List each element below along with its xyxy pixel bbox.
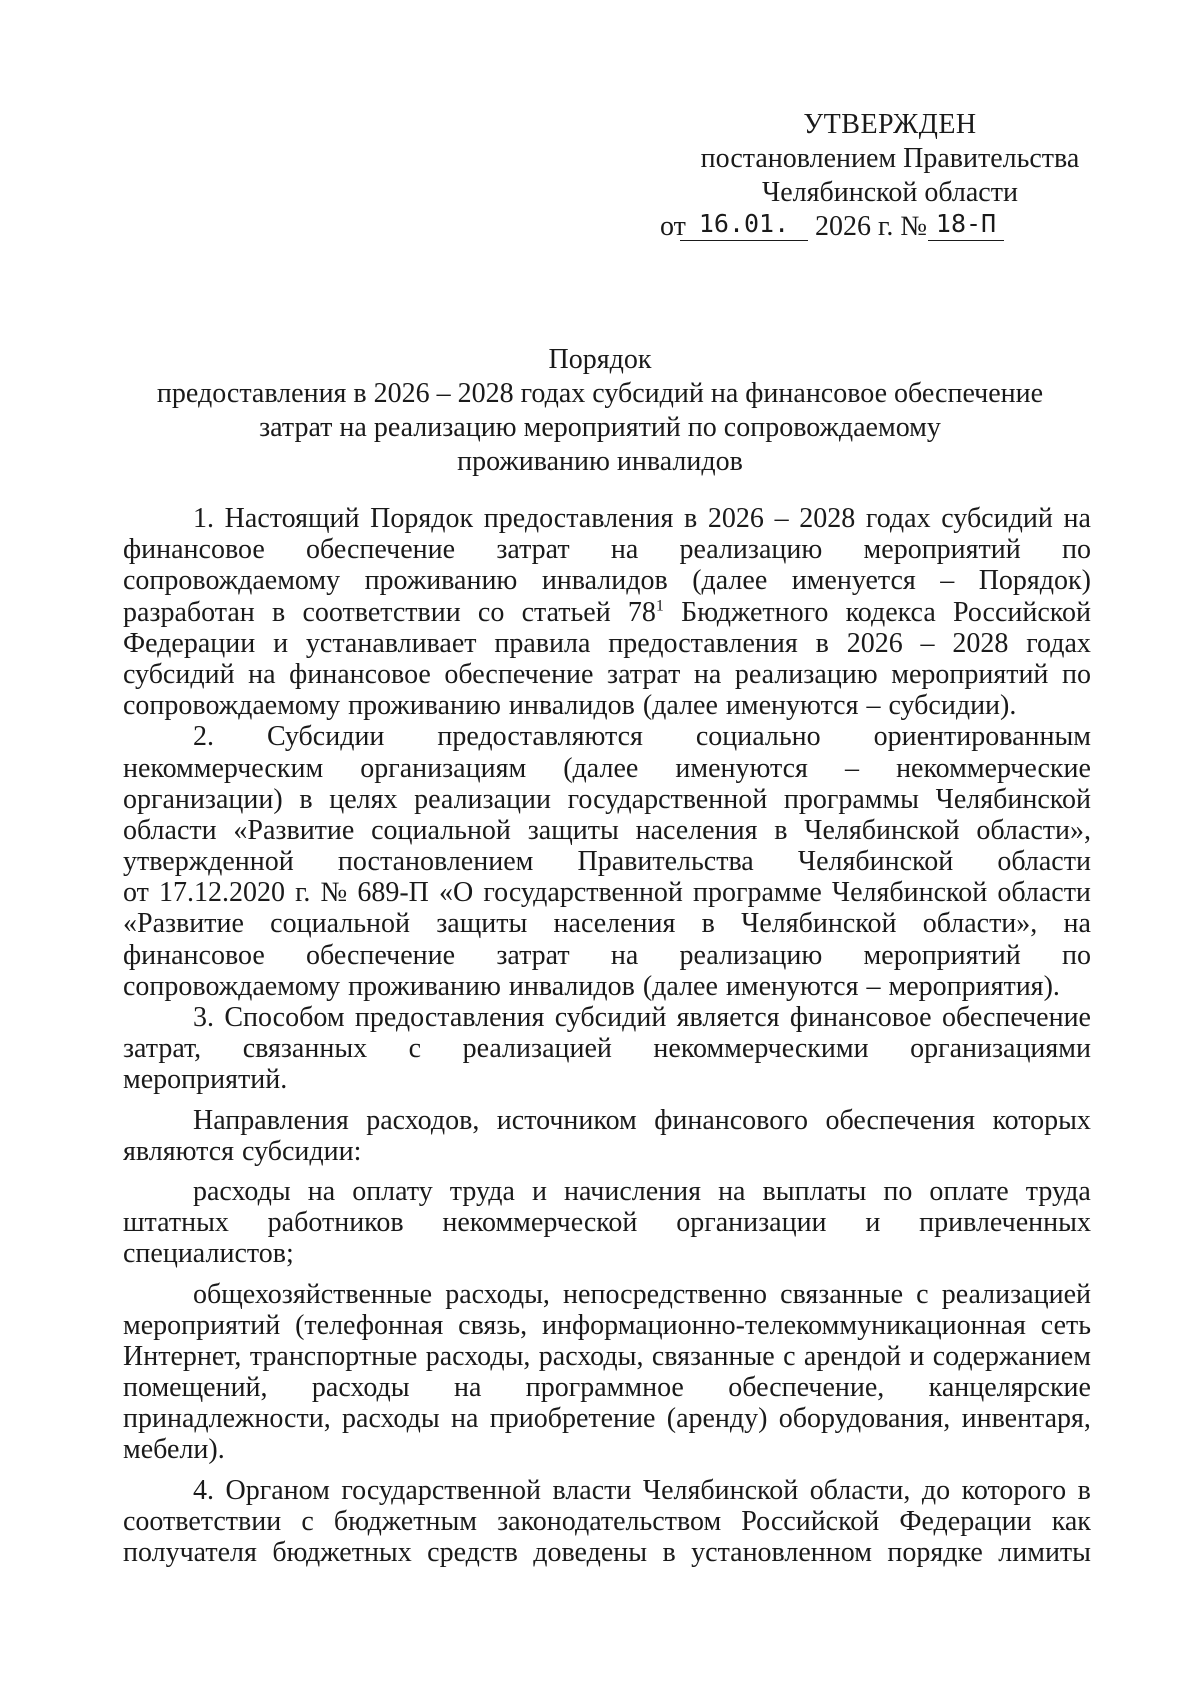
word: 2.: [193, 721, 214, 753]
word: (далее: [563, 752, 639, 784]
word: предоставления: [354, 1002, 545, 1033]
word: по: [883, 1175, 913, 1207]
word: годах: [865, 503, 931, 534]
word: целях: [329, 783, 398, 815]
word: проживанию: [348, 970, 501, 1002]
word: связь,: [458, 1309, 528, 1341]
word: мероприятий.: [123, 1064, 288, 1096]
word: государственной: [567, 783, 768, 815]
body-line: [123, 597, 1091, 628]
word: обеспечение: [306, 939, 456, 971]
word: мебели).: [123, 1434, 225, 1466]
word: Интернет,: [123, 1340, 242, 1372]
body-line: [123, 971, 1091, 1002]
body-line: [123, 940, 1091, 971]
word: мероприятия).: [888, 970, 1060, 1002]
body-line: [123, 1475, 1091, 1506]
word: области,: [809, 1474, 911, 1506]
word: которых: [992, 1104, 1091, 1136]
word: «Развитие: [233, 814, 355, 846]
word: на: [248, 658, 276, 690]
approval-line-2: Челябинской области: [762, 177, 1018, 208]
word: Органом: [225, 1474, 330, 1506]
word: расходы: [311, 1372, 410, 1404]
word: 2026: [846, 627, 903, 659]
word: $78^1$: [627, 596, 664, 628]
word: специалистов;: [123, 1238, 294, 1270]
word: 3.: [193, 1002, 214, 1033]
word: Порядок): [978, 565, 1091, 597]
word: области: [997, 877, 1091, 909]
word: затрат: [496, 534, 570, 566]
word: инвалидов: [541, 565, 668, 597]
word: социальной: [270, 908, 410, 940]
word: –: [845, 752, 859, 784]
word: Российской: [741, 1505, 880, 1537]
word: с: [301, 1505, 314, 1537]
word: области: [123, 814, 217, 846]
word: от: [123, 877, 149, 909]
word: №: [320, 877, 348, 909]
word: в: [662, 1537, 676, 1568]
word: (далее: [642, 690, 718, 722]
word: в: [299, 783, 313, 815]
word: сеть: [1040, 1309, 1091, 1341]
word: Порядок: [370, 503, 474, 534]
word: мероприятий: [123, 1309, 281, 1341]
word: расходы,: [425, 1340, 531, 1372]
word: «О: [439, 877, 474, 909]
body-line: [123, 908, 1091, 939]
word: приобретение: [489, 1403, 656, 1435]
word: работников: [267, 1207, 404, 1239]
word: обеспечение: [444, 658, 594, 690]
word: реализацией: [941, 1278, 1091, 1310]
word: государственной: [341, 1474, 541, 1506]
word: Способом: [224, 1002, 345, 1033]
word: инвалидов: [508, 970, 635, 1002]
word: на: [453, 1372, 482, 1404]
word: являются: [123, 1135, 235, 1167]
word: устанавливает: [305, 627, 477, 659]
word: 689-П: [357, 877, 429, 909]
word: и: [273, 627, 289, 659]
word: инвентаря,: [961, 1403, 1091, 1435]
approval-title: УТВЕРЖДЕН: [803, 109, 977, 140]
body-line: [123, 1279, 1091, 1310]
body-line: [123, 846, 1091, 877]
body-line: [123, 1105, 1091, 1136]
word: в: [774, 814, 788, 846]
word: (аренду): [666, 1403, 768, 1435]
word: социально: [695, 721, 821, 753]
word: (далее: [692, 565, 768, 597]
word: населения: [635, 814, 758, 846]
word: предоставления: [608, 627, 798, 659]
body-line: [123, 815, 1091, 846]
body-line: [123, 721, 1091, 752]
word: области»,: [976, 814, 1091, 846]
word: оборудования,: [778, 1403, 951, 1435]
word: населения: [553, 908, 676, 940]
document-heading: [120, 343, 1080, 479]
word: некоммерческими: [653, 1033, 869, 1065]
word: субсидий: [941, 503, 1053, 534]
word: связанных: [242, 1033, 368, 1065]
body-line: [123, 753, 1091, 784]
word: «Развитие: [123, 908, 244, 940]
body-line: [123, 565, 1091, 596]
word: расходы: [342, 1403, 440, 1435]
body-line: [123, 1310, 1091, 1341]
word: Настоящий: [224, 503, 360, 534]
word: проживанию: [364, 565, 518, 597]
word: именуются: [675, 752, 808, 784]
word: канцелярские: [928, 1372, 1091, 1404]
word: 2026: [707, 503, 764, 534]
word: социальной: [371, 814, 511, 846]
body-line: [123, 628, 1091, 659]
word: с: [783, 1340, 796, 1372]
word: (далее: [642, 970, 718, 1002]
word: Федерации: [899, 1505, 1032, 1537]
approval-stamp: [660, 108, 1120, 244]
word: Челябинской: [831, 877, 988, 909]
word: Челябинской: [797, 846, 954, 878]
word: организациям: [360, 752, 527, 784]
body-line: [123, 1207, 1091, 1238]
word: ориентированным: [873, 721, 1091, 753]
word: обеспечения: [825, 1104, 975, 1136]
word: в: [272, 596, 286, 628]
word: –: [920, 627, 935, 659]
body-line: [123, 690, 1091, 721]
body-line: [123, 503, 1091, 534]
word: некоммерческие: [896, 752, 1091, 784]
word: на: [451, 1403, 479, 1435]
word: труда: [449, 1175, 515, 1207]
word: программное: [525, 1372, 684, 1404]
word: субсидий: [554, 1002, 667, 1033]
word: бюджетным: [333, 1505, 477, 1537]
word: реализации: [414, 783, 551, 815]
word: Российской: [952, 596, 1091, 628]
word: –: [866, 690, 881, 722]
word: Федерации: [123, 627, 256, 659]
heading-line-3: проживанию инвалидов: [457, 446, 743, 477]
word: годах: [1026, 627, 1091, 659]
heading-line-2: затрат на реализацию мероприятий по сопровождаемому: [259, 412, 941, 443]
word: проживанию: [348, 690, 501, 722]
year-text: 2026 г. №: [815, 211, 928, 242]
word: труда: [1025, 1175, 1091, 1207]
body-line: [123, 1434, 1091, 1465]
word: сопровождаемому: [123, 565, 341, 597]
word: сопровождаемому: [123, 690, 341, 722]
word: в: [815, 627, 829, 659]
word: расходов,: [366, 1104, 480, 1136]
word: содержанием: [932, 1340, 1091, 1372]
word: затрат,: [123, 1033, 202, 1065]
word: соответствии: [302, 596, 461, 628]
word: предоставляются: [437, 721, 643, 753]
word: получателя: [123, 1537, 257, 1568]
word: помещений,: [123, 1372, 268, 1404]
word: Челябинской: [935, 783, 1091, 815]
word: связанные: [651, 1340, 775, 1372]
word: соответствии: [123, 1505, 282, 1537]
body-line: [123, 1002, 1091, 1033]
body-line: [123, 877, 1091, 908]
word: расходы,: [538, 1340, 644, 1372]
word: Челябинской: [741, 908, 897, 940]
word: разработан: [123, 596, 255, 628]
word: источником: [496, 1104, 637, 1136]
word: начисления: [563, 1175, 702, 1207]
word: Направления: [193, 1104, 349, 1136]
word: именуется: [791, 565, 916, 597]
word: Челябинской: [804, 814, 960, 846]
word: выплаты: [762, 1175, 867, 1207]
word: на: [610, 939, 639, 971]
word: финансового: [654, 1104, 809, 1136]
word: организации): [123, 783, 283, 815]
word: финансовое: [789, 1002, 932, 1033]
word: предоставления: [483, 503, 674, 534]
word: порядке: [887, 1537, 983, 1568]
word: реализацию: [679, 939, 823, 971]
word: расходы: [193, 1175, 291, 1207]
body-line: [123, 534, 1091, 565]
word: с: [408, 1033, 422, 1065]
body-line: [123, 1341, 1091, 1372]
word: –: [940, 565, 955, 597]
word: на: [693, 658, 722, 690]
word: именуются: [725, 690, 859, 722]
word: штатных: [123, 1207, 229, 1239]
word: оплате: [929, 1175, 1009, 1207]
word: на: [718, 1175, 746, 1207]
document-body: [123, 503, 1091, 1568]
heading-line-1: предоставления в 2026 – 2028 годах субсидий на финансовое обеспечение: [156, 378, 1044, 409]
word: защиты: [436, 908, 528, 940]
document-number: 18-П: [928, 210, 1004, 241]
word: на: [610, 534, 639, 566]
word: мероприятий: [863, 534, 1021, 566]
word: непосредственно: [563, 1278, 767, 1310]
word: средств: [427, 1537, 518, 1568]
word: инвалидов: [508, 690, 635, 722]
body-line: [123, 1136, 1091, 1167]
word: финансовое: [289, 658, 431, 690]
word: защиты: [527, 814, 619, 846]
date-value: 16.01.: [680, 210, 808, 241]
word: сопровождаемому: [123, 970, 341, 1002]
word: на: [1063, 908, 1091, 940]
word: 1.: [193, 503, 214, 534]
word: кодекса: [845, 596, 936, 628]
word: оплату: [352, 1175, 433, 1207]
word: затрат: [607, 658, 681, 690]
word: арендой: [803, 1340, 901, 1372]
word: является: [676, 1002, 780, 1033]
word: с: [916, 1278, 929, 1310]
word: постановлением: [337, 846, 534, 878]
body-line: [123, 1506, 1091, 1537]
word: Бюджетного: [681, 596, 829, 628]
word: организациями: [910, 1033, 1091, 1065]
body-line: [123, 1176, 1091, 1207]
body-line: [123, 1537, 1091, 1568]
body-line: [123, 1372, 1091, 1403]
body-line: [123, 1033, 1091, 1064]
word: обеспечение,: [728, 1372, 885, 1404]
word: субсидии).: [888, 690, 1017, 722]
word: по: [1061, 658, 1091, 690]
word: установленном: [691, 1537, 872, 1568]
word: субсидии:: [242, 1135, 362, 1167]
word: затрат: [496, 939, 570, 971]
word: в: [701, 908, 715, 940]
word: программы: [783, 783, 919, 815]
word: и: [909, 1340, 925, 1372]
word: организации: [676, 1207, 827, 1239]
word: правила: [494, 627, 591, 659]
word: утвержденной: [123, 846, 294, 878]
word: до: [921, 1474, 951, 1506]
word: (телефонная: [295, 1309, 444, 1341]
word: Субсидии: [266, 721, 385, 753]
word: программе: [693, 877, 822, 909]
word: реализацией: [462, 1033, 612, 1065]
word: некоммерческим: [123, 752, 324, 784]
word: на: [1063, 503, 1091, 534]
word: в: [684, 503, 698, 534]
body-line: [123, 1403, 1091, 1434]
word: общехозяйственные: [193, 1278, 433, 1310]
word: законодательством: [497, 1505, 722, 1537]
heading-title: Порядок: [548, 344, 652, 375]
word: как: [1051, 1505, 1091, 1537]
word: 17.12.2020: [158, 877, 285, 909]
word: Челябинской: [642, 1474, 799, 1506]
word: именуются: [725, 970, 859, 1002]
word: по: [1062, 534, 1091, 566]
word: –: [866, 970, 881, 1002]
body-line: [123, 659, 1091, 690]
word: по: [1062, 939, 1091, 971]
word: обеспечение: [306, 534, 456, 566]
word: расходы,: [445, 1278, 550, 1310]
word: в: [1077, 1474, 1091, 1506]
word: мероприятий: [891, 658, 1049, 690]
word: статьей: [521, 596, 611, 628]
word: финансовое: [123, 534, 265, 566]
word: некоммерческой: [442, 1207, 638, 1239]
word: государственной: [483, 877, 683, 909]
word: доведены: [533, 1537, 648, 1568]
body-line: [123, 784, 1091, 815]
approval-date-line: [660, 210, 1120, 244]
word: бюджетных: [272, 1537, 412, 1568]
word: транспортные: [249, 1340, 418, 1372]
word: привлеченных: [919, 1207, 1091, 1239]
word: финансовое: [123, 939, 265, 971]
word: реализацию: [679, 534, 823, 566]
body-line: [123, 1238, 1091, 1269]
word: связанные: [780, 1278, 903, 1310]
word: на: [307, 1175, 336, 1207]
word: мероприятий: [863, 939, 1021, 971]
word: –: [774, 503, 789, 534]
approval-line-1: постановлением Правительства: [700, 143, 1080, 174]
word: 4.: [193, 1474, 214, 1506]
word: г.: [295, 877, 311, 909]
word: области: [997, 846, 1091, 878]
word: лимиты: [998, 1537, 1091, 1568]
word: субсидий: [123, 658, 235, 690]
date-prefix: от: [660, 211, 686, 242]
word: со: [477, 596, 505, 628]
word: реализацию: [734, 658, 878, 690]
word: обеспечение: [941, 1002, 1091, 1033]
word: принадлежности,: [123, 1403, 331, 1435]
body-line: [123, 1064, 1091, 1095]
word: которого: [961, 1474, 1067, 1506]
word: и: [531, 1175, 547, 1207]
word: 2028: [799, 503, 856, 534]
word: и: [865, 1207, 881, 1239]
word: информационно-телекоммуникационная: [542, 1309, 1026, 1341]
word: Правительства: [577, 846, 754, 878]
word: области»,: [922, 908, 1038, 940]
word: власти: [552, 1474, 632, 1506]
word: 2028: [952, 627, 1009, 659]
